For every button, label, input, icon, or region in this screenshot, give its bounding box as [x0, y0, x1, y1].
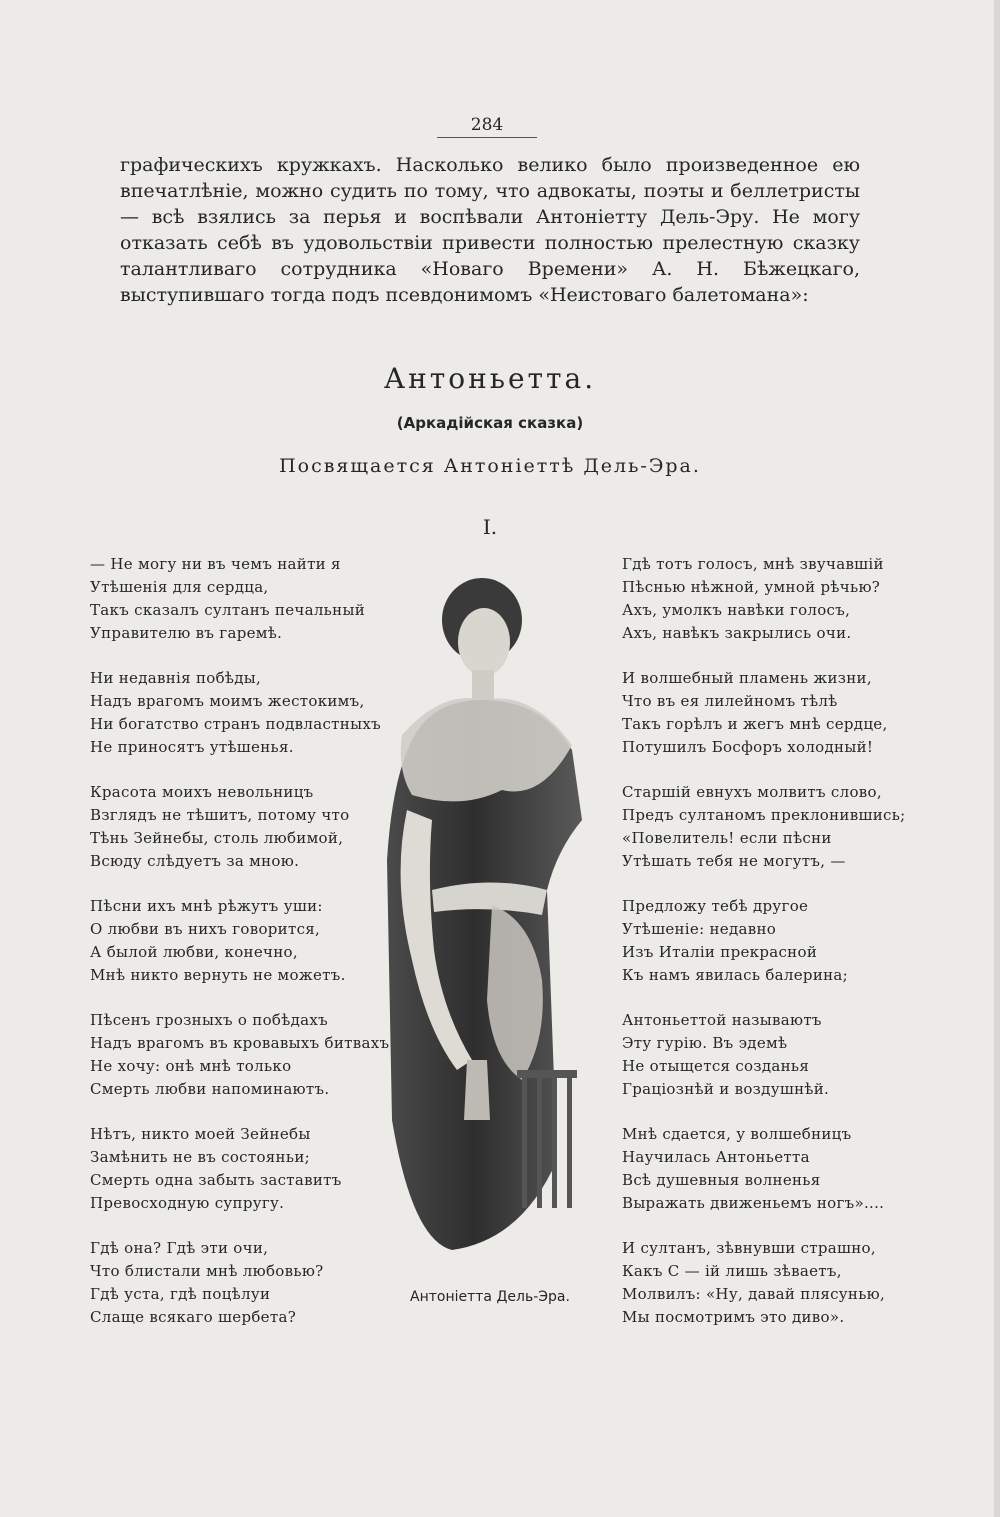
poem-line: И волшебный пламень жизни,: [622, 669, 872, 687]
intro-paragraph: [120, 152, 860, 308]
poem-line: Ни недавнія побѣды,: [90, 669, 262, 687]
poem-line: Тѣнь Зейнебы, столь любимой,: [90, 829, 344, 847]
poem-line: Что въ ея лилейномъ тѣлѣ: [622, 692, 838, 710]
stanza: [622, 1123, 912, 1215]
stanza: [90, 667, 390, 759]
poem-dedication: Посвящается Антоніеттѣ Дель-Эра.: [279, 455, 701, 477]
poem-line: Не приносятъ утѣшенья.: [90, 738, 294, 756]
stanza: [90, 781, 390, 873]
poem-line: Какъ С — ій лишь зѣваетъ,: [622, 1262, 842, 1280]
poem-line: Антоньеттой называютъ: [622, 1011, 822, 1029]
poem-title: Антоньетта.: [383, 362, 597, 395]
poem-line: Не отыщется созданья: [622, 1057, 810, 1075]
poem-line: Надъ врагомъ моимъ жестокимъ,: [90, 692, 365, 710]
poem-line: Предложу тебѣ другое: [622, 897, 809, 915]
poem-line: Замѣнить не въ состояньи;: [90, 1148, 310, 1166]
poem-line: Старшій евнухъ молвитъ слово,: [622, 783, 882, 801]
poem-line: Изъ Италіи прекрасной: [622, 943, 818, 961]
poem-subtitle: (Аркадійская сказка): [396, 414, 584, 432]
poem-line: — Не могу ни въ чемъ найти я: [90, 555, 341, 573]
stanza: [622, 781, 912, 873]
portrait-photo: [372, 560, 602, 1275]
poem-line: Надъ врагомъ въ кровавыхъ битвахъ: [90, 1034, 390, 1052]
chair-spindle: [552, 1078, 557, 1208]
poem-line: Что блистали мнѣ любовью?: [90, 1262, 324, 1280]
poem-column-left: [90, 553, 390, 1351]
stanza: [622, 553, 912, 645]
poem-line: Предъ султаномъ преклонившись;: [622, 806, 906, 824]
stanza: [622, 1009, 912, 1101]
poem-line: А былой любви, конечно,: [90, 943, 298, 961]
poem-line: Къ намъ явилась балерина;: [622, 966, 849, 984]
poem-line: Пѣсенъ грозныхъ о побѣдахъ: [90, 1011, 328, 1029]
poem-line: О любви въ нихъ говорится,: [90, 920, 321, 938]
poem-line: Выражать движеньемъ ногъ»....: [622, 1194, 885, 1212]
poem-line: Ахъ, умолкъ навѣки голосъ,: [622, 601, 851, 619]
neck-shape: [472, 670, 494, 700]
poem-line: Граціознѣй и воздушнѣй.: [622, 1080, 830, 1098]
stanza: [90, 553, 390, 645]
poem-line: Всюду слѣдуетъ за мною.: [90, 852, 300, 870]
poem-line: Утѣшеніе: недавно: [622, 920, 777, 938]
stanza: [622, 1237, 912, 1329]
poem-part-number: I.: [482, 515, 498, 539]
chair-rail: [517, 1070, 577, 1078]
poem-line: Гдѣ уста, гдѣ поцѣлуи: [90, 1285, 271, 1303]
tassel: [464, 1060, 490, 1120]
poem-line: Ахъ, навѣкъ закрылись очи.: [622, 624, 852, 642]
poem-line: И султанъ, зѣвнувши страшно,: [622, 1239, 876, 1257]
face-shape: [458, 608, 510, 676]
chair-spindle: [567, 1078, 572, 1208]
stanza: [90, 1237, 390, 1329]
poem-line: Такъ горѣлъ и жегъ мнѣ сердце,: [622, 715, 888, 733]
poem-line: Мы посмотримъ это диво».: [622, 1308, 845, 1326]
poem-line: Гдѣ тотъ голосъ, мнѣ звучавшій: [622, 555, 884, 573]
stanza: [90, 1123, 390, 1215]
poem-line: Не хочу: онѣ мнѣ только: [90, 1057, 292, 1075]
intro-text: графическихъ кружкахъ. Насколько велико было произведенное ею впечатлѣніе, можно судить по тому, что адвокаты, поэты и беллетристы — всѣ взялись за перья и воспѣвали Антоніетту Дель-Эру. Не могу отказать себѣ въ удовольствіи привести полностью прелестную сказку талантливаго сотрудника «Новаго Времени» А. Н. Бѣжецкаго, выступившаго тогда подъ псевдонимомъ «Неистоваго балетомана»:: [120, 154, 860, 306]
page-edge: [994, 0, 1000, 1517]
photo-caption: Антоніетта Дель-Эра.: [410, 1289, 570, 1305]
stanza: [90, 1009, 390, 1101]
stanza: [90, 895, 390, 987]
poem-line: Утѣшенія для сердца,: [90, 578, 269, 596]
poem-line: Мнѣ сдается, у волшебницъ: [622, 1125, 852, 1143]
poem-line: Смерть любви напоминаютъ.: [90, 1080, 330, 1098]
poem-line: Слаще всякаго шербета?: [90, 1308, 297, 1326]
page-number: 284: [437, 115, 537, 138]
poem-line: Превосходную супругу.: [90, 1194, 285, 1212]
poem-line: Потушилъ Босфоръ холодный!: [622, 738, 874, 756]
poem-line: Управителю въ гаремѣ.: [90, 624, 283, 642]
poem-line: Смерть одна забыть заставитъ: [90, 1171, 342, 1189]
poem-line: Научилась Антоньетта: [622, 1148, 810, 1166]
poem-line: Молвилъ: «Ну, давай плясунью,: [622, 1285, 886, 1303]
poem-line: Утѣшать тебя не могутъ, —: [622, 852, 846, 870]
chair-spindle: [522, 1078, 527, 1208]
poem-line: Эту гурію. Въ эдемѣ: [622, 1034, 788, 1052]
poem-line: Ни богатство странъ подвластныхъ: [90, 715, 381, 733]
stanza: [622, 667, 912, 759]
poem-line: «Повелитель! если пѣсни: [622, 829, 832, 847]
poem-line: Всѣ душевныя волненья: [622, 1171, 821, 1189]
portrait-illustration: [372, 560, 602, 1275]
stanza: [622, 895, 912, 987]
poem-line: Взглядъ не тѣшитъ, потому что: [90, 806, 350, 824]
poem-line: Красота моихъ невольницъ: [90, 783, 314, 801]
poem-line: Мнѣ никто вернуть не можетъ.: [90, 966, 346, 984]
poem-line: Гдѣ она? Гдѣ эти очи,: [90, 1239, 269, 1257]
chair-spindle: [537, 1078, 542, 1208]
poem-line: Пѣсни ихъ мнѣ рѣжутъ уши:: [90, 897, 323, 915]
poem-line: Такъ сказалъ султанъ печальный: [90, 601, 365, 619]
poem-line: Пѣснью нѣжной, умной рѣчью?: [622, 578, 881, 596]
poem-line: Нѣтъ, никто моей Зейнебы: [90, 1125, 311, 1143]
poem-column-right: [622, 553, 912, 1351]
